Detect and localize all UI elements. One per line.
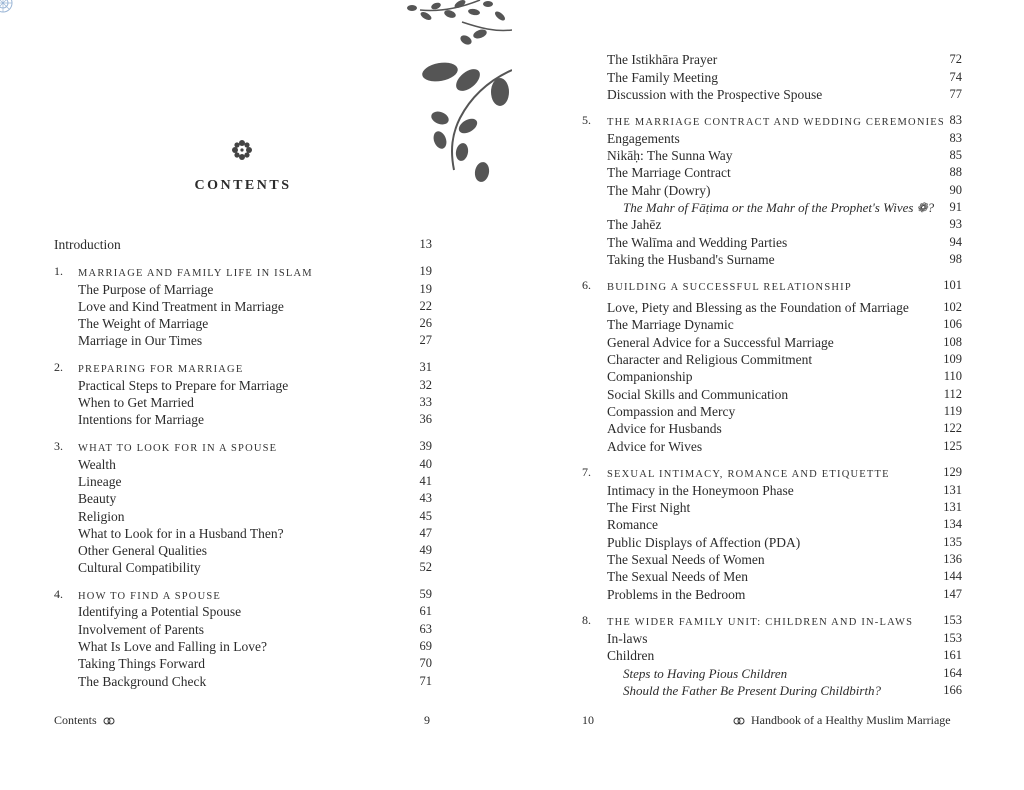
entry-title: The Background Check (78, 674, 207, 689)
entry-title: The Walīma and Wedding Parties (607, 235, 788, 250)
entry-page-number: 131 (943, 483, 962, 497)
entry-title: The Mahr of Fāṭima or the Mahr of the Prophet's Wives ❁? (623, 200, 935, 215)
entry-page-number: 102 (943, 300, 962, 314)
toc-section-entry[interactable] (0, 638, 512, 655)
toc-section-entry[interactable] (0, 456, 512, 473)
toc-chapter-entry[interactable] (512, 277, 1024, 294)
entry-title: Discussion with the Prospective Spouse (607, 87, 823, 102)
toc-section-entry[interactable] (512, 386, 1024, 403)
toc-section-entry[interactable] (512, 516, 1024, 533)
entry-title: Wealth (78, 457, 116, 472)
entry-title: General Advice for a Successful Marriage (607, 335, 834, 350)
entry-page-number: 164 (943, 666, 962, 680)
toc-section-entry[interactable] (512, 647, 1024, 664)
entry-title: Romance (607, 517, 658, 532)
entry-title: Love and Kind Treatment in Marriage (78, 299, 284, 314)
entry-title: Companionship (607, 369, 693, 384)
entry-page-number: 61 (419, 604, 432, 618)
toc-section-entry[interactable] (512, 130, 1024, 147)
entry-page-number: 144 (943, 569, 962, 583)
toc-chapter-entry[interactable] (512, 112, 1024, 129)
vine-ornament-icon (400, 0, 512, 190)
entry-page-number: 108 (943, 335, 962, 349)
chapter-number: 4. (54, 587, 63, 601)
toc-section-entry[interactable] (0, 377, 512, 394)
toc-section-entry[interactable] (512, 482, 1024, 499)
entry-title: Lineage (78, 474, 122, 489)
toc-section-entry[interactable] (0, 525, 512, 542)
toc-section-entry[interactable] (512, 164, 1024, 181)
entry-title: HOW TO FIND A SPOUSE (78, 591, 222, 602)
chapter-number: 8. (582, 613, 591, 627)
toc-section-entry[interactable] (512, 182, 1024, 199)
footer-section-name: Contents (54, 713, 97, 727)
toc-chapter-entry[interactable] (512, 612, 1024, 629)
entry-title: Practical Steps to Prepare for Marriage (78, 378, 289, 393)
entry-page-number: 77 (949, 87, 962, 101)
toc-section-entry[interactable] (512, 568, 1024, 585)
entry-title: When to Get Married (78, 395, 194, 410)
chapter-number: 1. (54, 264, 63, 278)
entry-page-number: 134 (943, 517, 962, 531)
entry-page-number: 72 (949, 52, 962, 66)
toc-section-entry[interactable] (512, 334, 1024, 351)
entry-title: Should the Father Be Present During Childbirth? (623, 683, 882, 698)
entry-title: The Mahr (Dowry) (607, 183, 711, 198)
chapter-number: 3. (54, 439, 63, 453)
entry-title: Advice for Wives (607, 439, 703, 454)
right-page (512, 0, 1024, 790)
footer-ornament-icon (733, 717, 745, 725)
entry-title: Intentions for Marriage (78, 412, 204, 427)
entry-title: Social Skills and Communication (607, 387, 789, 402)
entry-page-number: 19 (419, 264, 432, 278)
entry-page-number: 43 (419, 491, 432, 505)
entry-title: Public Displays of Affection (PDA) (607, 535, 801, 550)
entry-page-number: 109 (943, 352, 962, 366)
entry-page-number: 45 (419, 509, 432, 523)
entry-page-number: 39 (419, 439, 432, 453)
entry-title: Identifying a Potential Spouse (78, 604, 242, 619)
entry-title: What Is Love and Falling in Love? (78, 639, 267, 654)
entry-page-number: 136 (943, 552, 962, 566)
entry-page-number: 31 (419, 360, 432, 374)
entry-title: THE MARRIAGE CONTRACT AND WEDDING CEREMONIES (607, 117, 945, 128)
entry-title: BUILDING A SUCCESSFUL RELATIONSHIP (607, 282, 852, 293)
toc-section-entry[interactable] (512, 665, 1024, 682)
toc-section-entry[interactable] (512, 420, 1024, 437)
toc-section-entry[interactable] (512, 351, 1024, 368)
entry-page-number: 19 (419, 282, 432, 296)
entry-page-number: 49 (419, 543, 432, 557)
toc-section-entry[interactable] (512, 299, 1024, 316)
entry-title: Steps to Having Pious Children (623, 666, 788, 681)
entry-title: Love, Piety and Blessing as the Foundation of Marriage (607, 300, 909, 315)
entry-title: The First Night (607, 500, 691, 515)
page-number-left: 9 (424, 713, 430, 727)
entry-page-number: 63 (419, 622, 432, 636)
toc-section-entry[interactable] (0, 621, 512, 638)
entry-title: Beauty (78, 491, 117, 506)
toc-chapter-entry[interactable] (0, 438, 512, 455)
footer-book-title: Handbook of a Healthy Muslim Marriage (751, 713, 951, 727)
entry-title: Marriage in Our Times (78, 333, 203, 348)
footer-right (730, 713, 951, 728)
chapter-number: 6. (582, 278, 591, 292)
chapter-number: 2. (54, 360, 63, 374)
toc-section-entry[interactable] (0, 508, 512, 525)
page-title: CONTENTS (194, 178, 292, 193)
footer-ornament-icon (103, 717, 115, 725)
entry-title: MARRIAGE AND FAMILY LIFE IN ISLAM (78, 268, 313, 279)
toc-section-entry[interactable] (512, 86, 1024, 103)
entry-page-number: 125 (943, 439, 962, 453)
entry-page-number: 93 (949, 217, 962, 231)
toc-section-entry[interactable] (0, 542, 512, 559)
entry-title: The Sexual Needs of Women (607, 552, 765, 567)
toc-section-entry[interactable] (0, 603, 512, 620)
toc-section-entry[interactable] (512, 69, 1024, 86)
toc-chapter-entry[interactable] (0, 236, 512, 253)
entry-title: The Marriage Contract (607, 165, 731, 180)
entry-title: The Purpose of Marriage (78, 282, 214, 297)
entry-page-number: 69 (419, 639, 432, 653)
entry-title: Advice for Husbands (607, 421, 722, 436)
entry-page-number: 22 (419, 299, 432, 313)
entry-title: Intimacy in the Honeymoon Phase (607, 483, 794, 498)
entry-page-number: 85 (949, 148, 962, 162)
entry-page-number: 112 (943, 387, 962, 401)
entry-title: Other General Qualities (78, 543, 207, 558)
entry-page-number: 153 (943, 631, 962, 645)
entry-title: WHAT TO LOOK FOR IN A SPOUSE (78, 443, 278, 454)
entry-page-number: 59 (419, 587, 432, 601)
toc-section-entry[interactable] (0, 655, 512, 672)
toc-chapter-entry[interactable] (0, 359, 512, 376)
chapter-number: 5. (582, 113, 591, 127)
entry-page-number: 71 (419, 674, 432, 688)
toc-section-entry[interactable] (512, 630, 1024, 647)
toc-section-entry[interactable] (512, 147, 1024, 164)
toc-section-entry[interactable] (0, 490, 512, 507)
entry-page-number: 91 (949, 200, 962, 214)
entry-title: PREPARING FOR MARRIAGE (78, 364, 244, 375)
entry-title: In-laws (607, 631, 648, 646)
entry-title: Introduction (54, 237, 121, 252)
toc-section-entry[interactable] (512, 234, 1024, 251)
entry-page-number: 94 (949, 235, 962, 249)
entry-page-number: 40 (419, 457, 432, 471)
entry-page-number: 26 (419, 316, 432, 330)
toc-section-entry[interactable] (0, 559, 512, 576)
toc-section-entry[interactable] (0, 315, 512, 332)
toc-section-entry[interactable] (512, 251, 1024, 268)
entry-page-number: 83 (949, 113, 962, 127)
entry-page-number: 83 (949, 131, 962, 145)
entry-title: The Sexual Needs of Men (607, 569, 748, 584)
entry-page-number: 36 (419, 412, 432, 426)
entry-page-number: 41 (419, 474, 432, 488)
entry-title: Children (607, 648, 655, 663)
toc-section-entry[interactable] (0, 394, 512, 411)
entry-title: Engagements (607, 131, 680, 146)
toc-section-entry[interactable] (512, 403, 1024, 420)
entry-title: The Jahēz (607, 217, 662, 232)
entry-title: The Weight of Marriage (78, 316, 209, 331)
entry-title: Cultural Compatibility (78, 560, 201, 575)
toc-section-entry[interactable] (512, 216, 1024, 233)
entry-page-number: 110 (943, 369, 962, 383)
entry-page-number: 98 (949, 252, 962, 266)
toc-section-entry[interactable] (0, 673, 512, 690)
toc-section-entry[interactable] (0, 281, 512, 298)
toc-section-entry[interactable] (512, 316, 1024, 333)
entry-page-number: 32 (419, 378, 432, 392)
entry-page-number: 161 (943, 648, 962, 662)
entry-page-number: 47 (419, 526, 432, 540)
toc-section-entry[interactable] (0, 332, 512, 349)
entry-page-number: 13 (419, 237, 432, 251)
entry-page-number: 52 (419, 560, 432, 574)
toc-section-entry[interactable] (0, 473, 512, 490)
decorative-corner-icon (0, 0, 14, 14)
entry-title: Compassion and Mercy (607, 404, 736, 419)
entry-title: Involvement of Parents (78, 622, 204, 637)
entry-title: Nikāḥ: The Sunna Way (607, 148, 733, 163)
toc-section-entry[interactable] (512, 551, 1024, 568)
entry-page-number: 88 (949, 165, 962, 179)
entry-page-number: 33 (419, 395, 432, 409)
toc-section-entry[interactable] (512, 586, 1024, 603)
entry-page-number: 90 (949, 183, 962, 197)
entry-title: Character and Religious Commitment (607, 352, 813, 367)
entry-title: The Istikhāra Prayer (607, 52, 718, 67)
toc-section-entry[interactable] (512, 534, 1024, 551)
entry-page-number: 166 (943, 683, 962, 697)
page-number-right: 10 (582, 713, 594, 727)
rosette-ornament-icon (231, 139, 253, 161)
toc-section-entry[interactable] (512, 199, 1024, 216)
toc-chapter-entry[interactable] (0, 586, 512, 603)
entry-page-number: 27 (419, 333, 432, 347)
toc-section-entry[interactable] (512, 368, 1024, 385)
entry-title: Problems in the Bedroom (607, 587, 746, 602)
entry-title: THE WIDER FAMILY UNIT: CHILDREN AND IN-LAWS (607, 617, 914, 628)
entry-page-number: 135 (943, 535, 962, 549)
entry-page-number: 119 (943, 404, 962, 418)
toc-section-entry[interactable] (0, 411, 512, 428)
entry-page-number: 70 (419, 656, 432, 670)
entry-title: SEXUAL INTIMACY, ROMANCE AND ETIQUETTE (607, 469, 890, 480)
entry-title: Taking Things Forward (78, 656, 206, 671)
footer-left (54, 713, 118, 728)
entry-title: The Family Meeting (607, 70, 718, 85)
toc-section-entry[interactable] (512, 682, 1024, 699)
entry-page-number: 122 (943, 421, 962, 435)
entry-title: What to Look for in a Husband Then? (78, 526, 284, 541)
entry-page-number: 74 (949, 70, 962, 84)
entry-page-number: 147 (943, 587, 962, 601)
toc-section-entry[interactable] (0, 298, 512, 315)
toc-section-entry[interactable] (512, 438, 1024, 455)
entry-title: Taking the Husband's Surname (607, 252, 775, 267)
entry-page-number: 106 (943, 317, 962, 331)
toc-section-entry[interactable] (512, 499, 1024, 516)
toc-chapter-entry[interactable] (512, 464, 1024, 481)
entry-page-number: 131 (943, 500, 962, 514)
entry-page-number: 153 (943, 613, 962, 627)
entry-title: Religion (78, 509, 125, 524)
entry-page-number: 101 (943, 278, 962, 292)
entry-page-number: 129 (943, 465, 962, 479)
toc-chapter-entry[interactable] (0, 263, 512, 280)
entry-title: The Marriage Dynamic (607, 317, 734, 332)
chapter-number: 7. (582, 465, 591, 479)
toc-section-entry[interactable] (512, 51, 1024, 68)
